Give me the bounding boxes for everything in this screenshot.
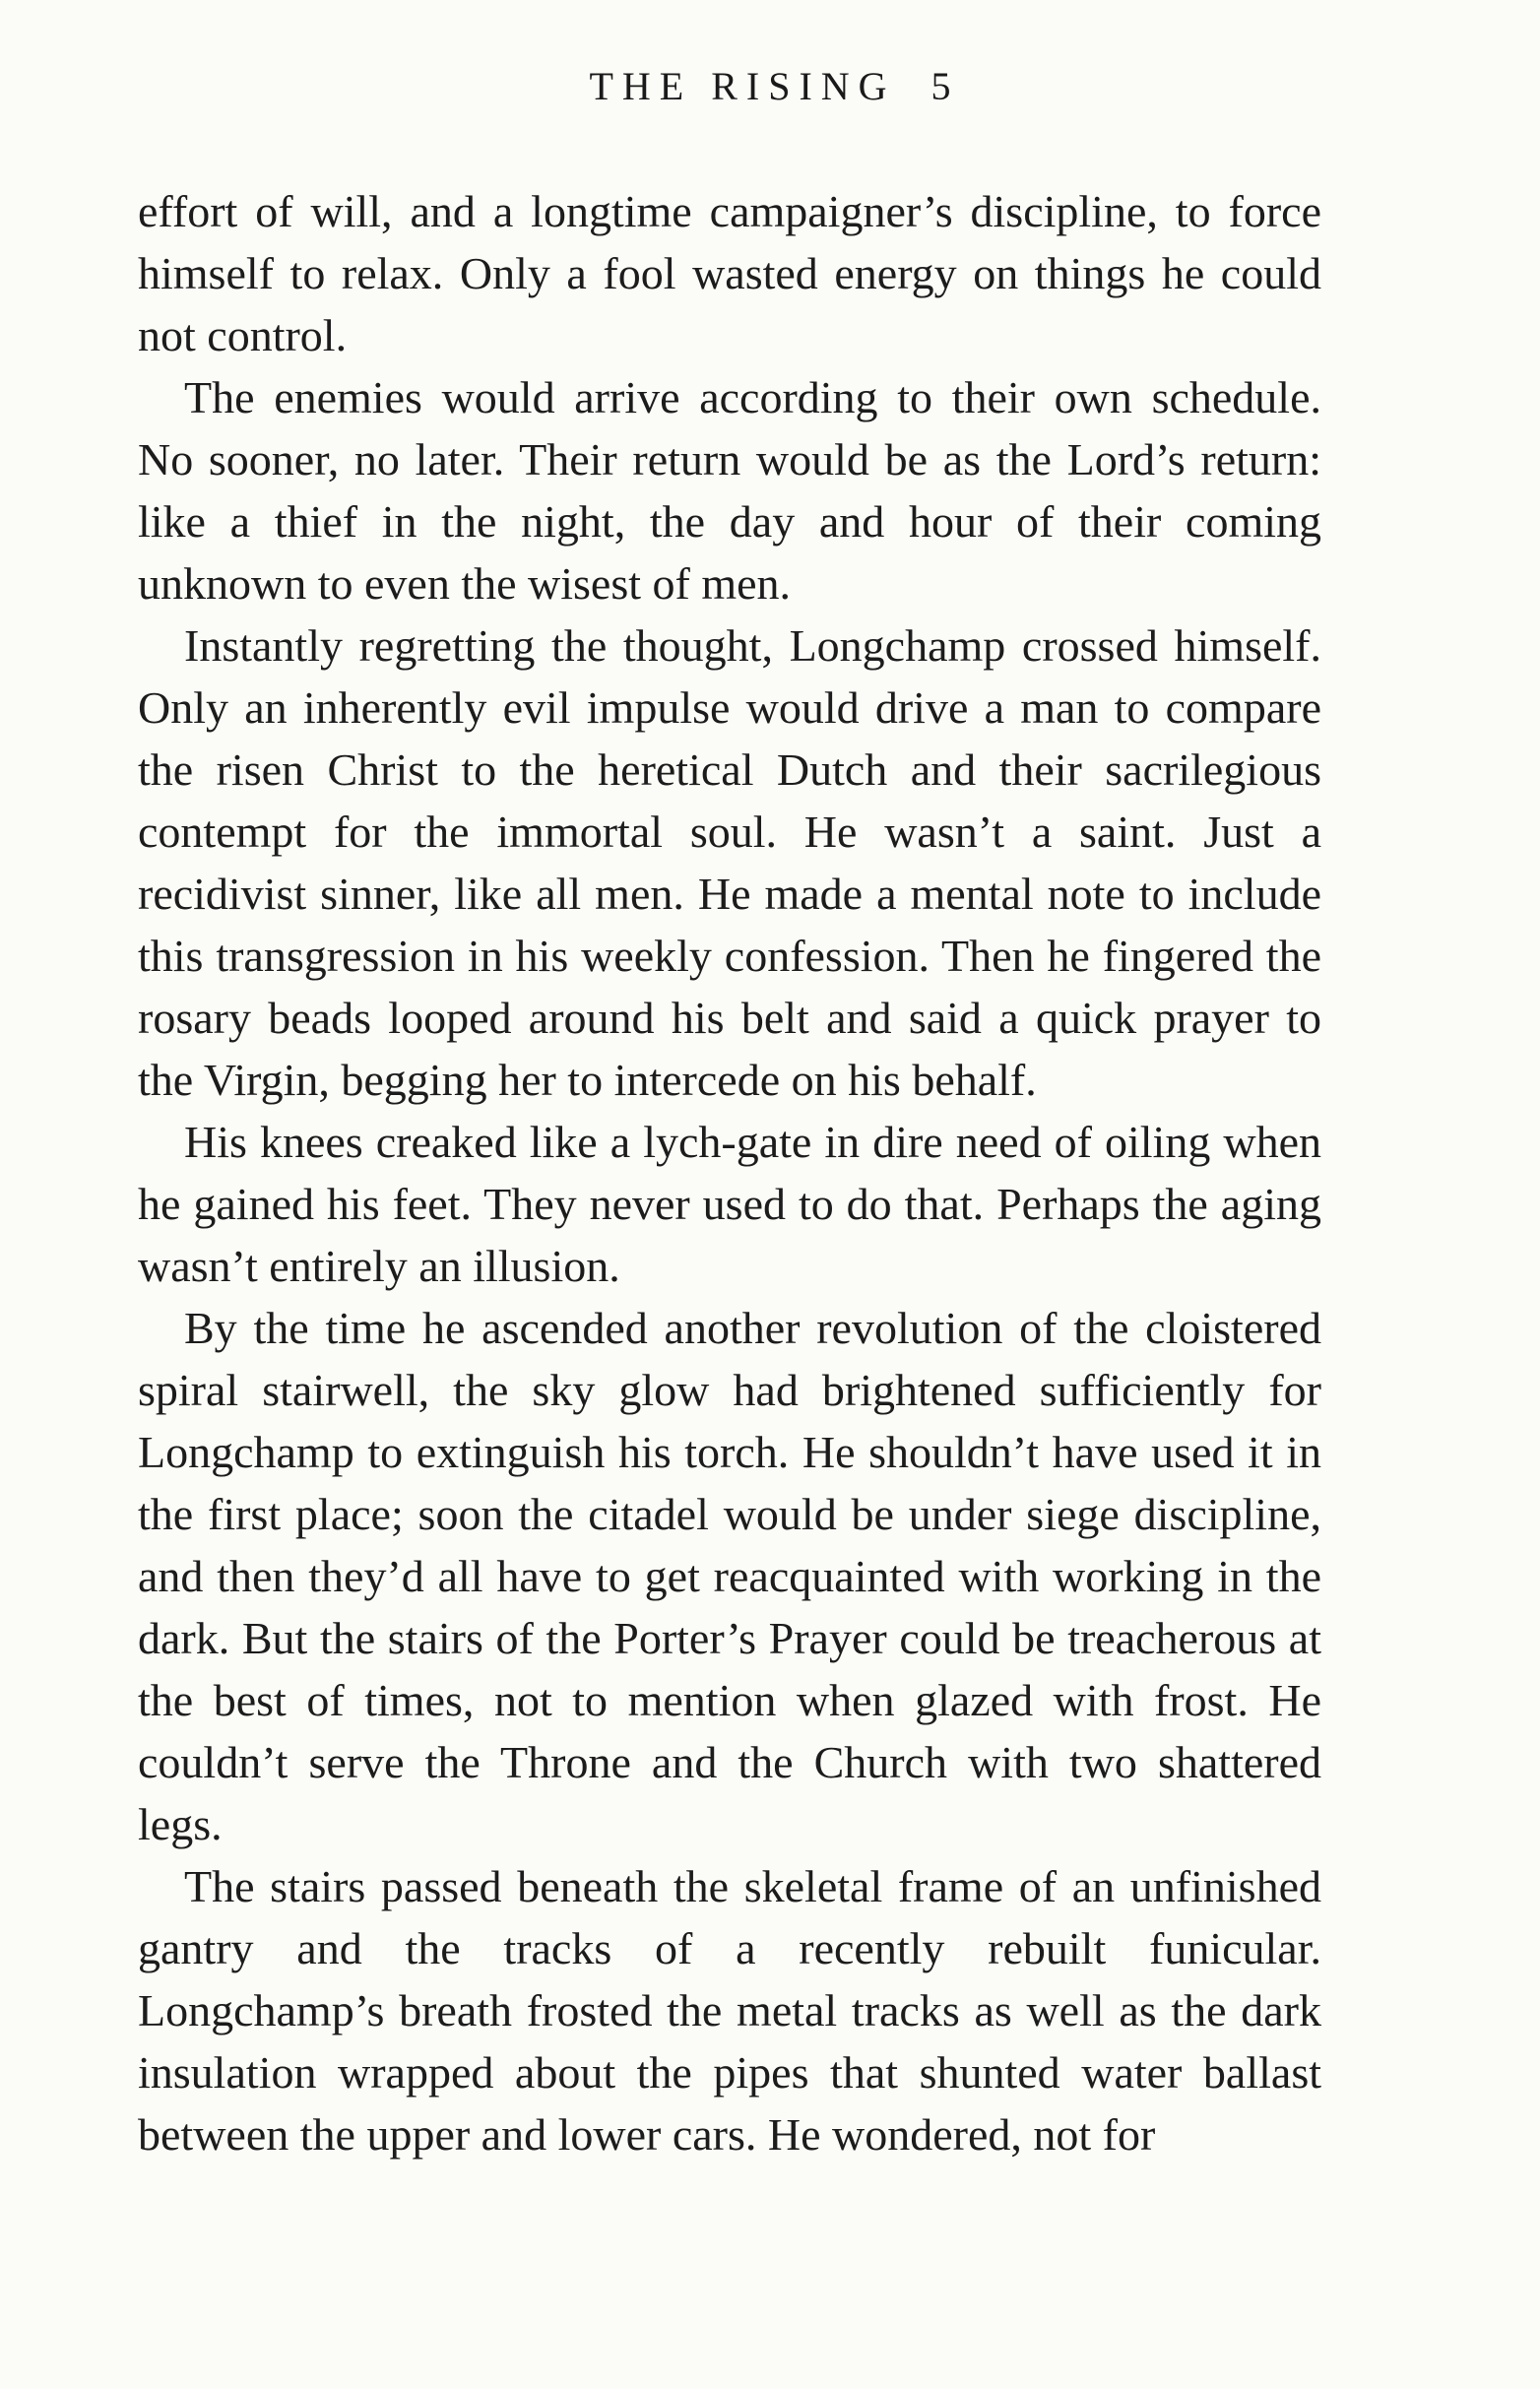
paragraph-5: By the time he ascended another revolution of the cloistered spiral stairwell, the sky glow had brightened sufficiently for Longchamp to extinguish his torch. He shouldn’t have used it in the first place; soon the citadel would be under siege discipline, and then they’d all have to get reacquainted with working in the dark. But the stairs of the Porter’s Prayer could be treacherous at the best of times, not to mention when glazed with frost. He couldn’t serve the Throne and the Church with two shattered legs.	[138, 1303, 1321, 1849]
running-head	[0, 57, 1540, 116]
paragraph-3: Instantly regretting the thought, Longchamp crossed himself. Only an inherently evil impulse would drive a man to compare the risen Christ to the heretical Dutch and their sacrilegious contempt for the immortal soul. He wasn’t a saint. Just a recidivist sinner, like all men. He made a mental note to include this transgression in his weekly confession. Then he fingered the rosary beads looped around his belt and said a quick prayer to the Virgin, begging her to intercede on his behalf.	[138, 620, 1321, 1105]
paragraph-6: The stairs passed beneath the skeletal frame of an unfinished gantry and the tracks of a recently rebuilt funicular. Longchamp’s breath frosted the metal tracks as well as the dark insulation wrapped about the pipes that shunted water ballast between the upper and lower cars. He wondered, not for	[138, 1861, 1321, 2160]
paragraph-4: His knees creaked like a lych-gate in dire need of oiling when he gained his feet. They never used to do that. Perhaps the aging wasn’t entirely an illusion.	[138, 1117, 1321, 1291]
paragraph-2: The enemies would arrive according to their own schedule. No sooner, no later. Their return would be as the Lord’s return: like a thief in the night, the day and hour of their coming unknown to even the wisest of men.	[138, 372, 1321, 609]
body-text	[138, 180, 1321, 2165]
paragraph-1: effort of will, and a longtime campaigner’s discipline, to force himself to relax. Only a fool wasted energy on things he could not control.	[138, 186, 1321, 360]
page-number: 5	[930, 64, 951, 108]
running-head-title: THE RISING	[589, 64, 896, 108]
